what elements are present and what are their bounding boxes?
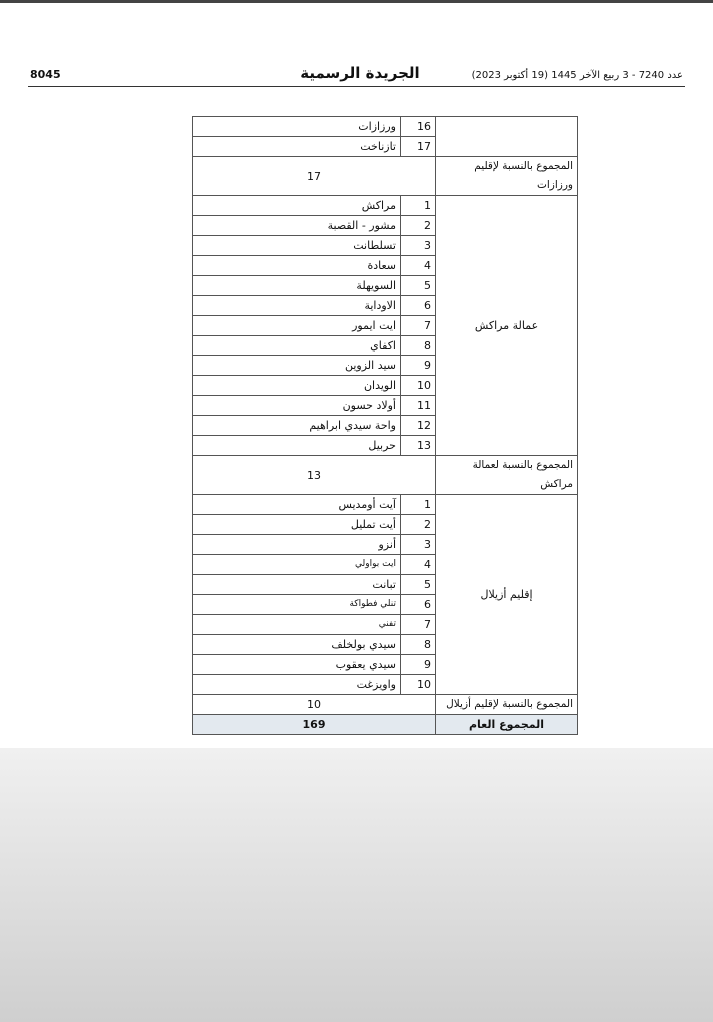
subtotal-label: المجموع بالنسبة لعمالة مراكش bbox=[436, 456, 578, 495]
row-number: 13 bbox=[401, 436, 436, 456]
row-number: 16 bbox=[401, 117, 436, 137]
table-row bbox=[193, 196, 578, 216]
row-number: 11 bbox=[401, 396, 436, 416]
row-number: 2 bbox=[401, 515, 436, 535]
commune-name: تسلطانت bbox=[193, 236, 401, 256]
row-number: 7 bbox=[401, 316, 436, 336]
row-number: 9 bbox=[401, 655, 436, 675]
grand-total-label: المجموع العام bbox=[436, 715, 578, 735]
commune-name: حربيل bbox=[193, 436, 401, 456]
commune-name: سعادة bbox=[193, 256, 401, 276]
commune-name: أيت تمليل bbox=[193, 515, 401, 535]
page-background bbox=[0, 748, 713, 1022]
row-number: 10 bbox=[401, 675, 436, 695]
commune-name: سيدي بولخلف bbox=[193, 635, 401, 655]
row-number: 3 bbox=[401, 535, 436, 555]
commune-name: ورزازات bbox=[193, 117, 401, 137]
row-number: 5 bbox=[401, 575, 436, 595]
table-row bbox=[193, 495, 578, 515]
row-number: 6 bbox=[401, 595, 436, 615]
grand-total-row bbox=[193, 715, 578, 735]
commune-name: مشور - القصبة bbox=[193, 216, 401, 236]
commune-name: أولاد حسون bbox=[193, 396, 401, 416]
commune-name: سيد الزوين bbox=[193, 356, 401, 376]
commune-name: تنلي فطواكة bbox=[193, 595, 401, 615]
row-number: 5 bbox=[401, 276, 436, 296]
region-cell-empty bbox=[436, 117, 578, 157]
commune-name: الويدان bbox=[193, 376, 401, 396]
commune-name: أنزو bbox=[193, 535, 401, 555]
subtotal-row bbox=[193, 456, 578, 495]
table-row bbox=[193, 117, 578, 137]
commune-name: آيت أومديس bbox=[193, 495, 401, 515]
commune-name: ايت ايمور bbox=[193, 316, 401, 336]
row-number: 3 bbox=[401, 236, 436, 256]
row-number: 17 bbox=[401, 137, 436, 157]
commune-name: مراكش bbox=[193, 196, 401, 216]
row-number: 10 bbox=[401, 376, 436, 396]
region-name: إقليم أزيلال bbox=[436, 495, 578, 695]
subtotal-row bbox=[193, 157, 578, 196]
subtotal-value: 13 bbox=[193, 456, 436, 495]
subtotal-row bbox=[193, 695, 578, 715]
commune-name: واويزغت bbox=[193, 675, 401, 695]
commune-name: تازناخت bbox=[193, 137, 401, 157]
row-number: 6 bbox=[401, 296, 436, 316]
subtotal-label: المجموع بالنسبة لإقليم ورزازات bbox=[436, 157, 578, 196]
journal-title: الجريدة الرسمية bbox=[300, 64, 420, 82]
row-number: 2 bbox=[401, 216, 436, 236]
row-number: 1 bbox=[401, 196, 436, 216]
region-name: عمالة مراكش bbox=[436, 196, 578, 456]
issue-info: عدد 7240 - 3 ربيع الآخر 1445 (19 أكتوبر 2023) bbox=[471, 70, 683, 81]
subtotal-value: 17 bbox=[193, 157, 436, 196]
header-rule bbox=[28, 86, 685, 87]
grand-total-value: 169 bbox=[193, 715, 436, 735]
commune-name: سيدي يعقوب bbox=[193, 655, 401, 675]
commune-name: اكفاي bbox=[193, 336, 401, 356]
subtotal-label: المجموع بالنسبة لإقليم أزيلال bbox=[436, 695, 578, 715]
commune-name: الاوداية bbox=[193, 296, 401, 316]
row-number: 4 bbox=[401, 256, 436, 276]
commune-name: تبانت bbox=[193, 575, 401, 595]
page-number: 8045 bbox=[30, 68, 61, 81]
row-number: 9 bbox=[401, 356, 436, 376]
row-number: 8 bbox=[401, 635, 436, 655]
row-number: 1 bbox=[401, 495, 436, 515]
commune-name: واحة سيدي ابراهيم bbox=[193, 416, 401, 436]
commune-name: السويهلة bbox=[193, 276, 401, 296]
row-number: 7 bbox=[401, 615, 436, 635]
row-number: 4 bbox=[401, 555, 436, 575]
row-number: 12 bbox=[401, 416, 436, 436]
communes-table bbox=[192, 116, 578, 735]
commune-name: ايت بواولي bbox=[193, 555, 401, 575]
row-number: 8 bbox=[401, 336, 436, 356]
subtotal-value: 10 bbox=[193, 695, 436, 715]
commune-name: تفني bbox=[193, 615, 401, 635]
